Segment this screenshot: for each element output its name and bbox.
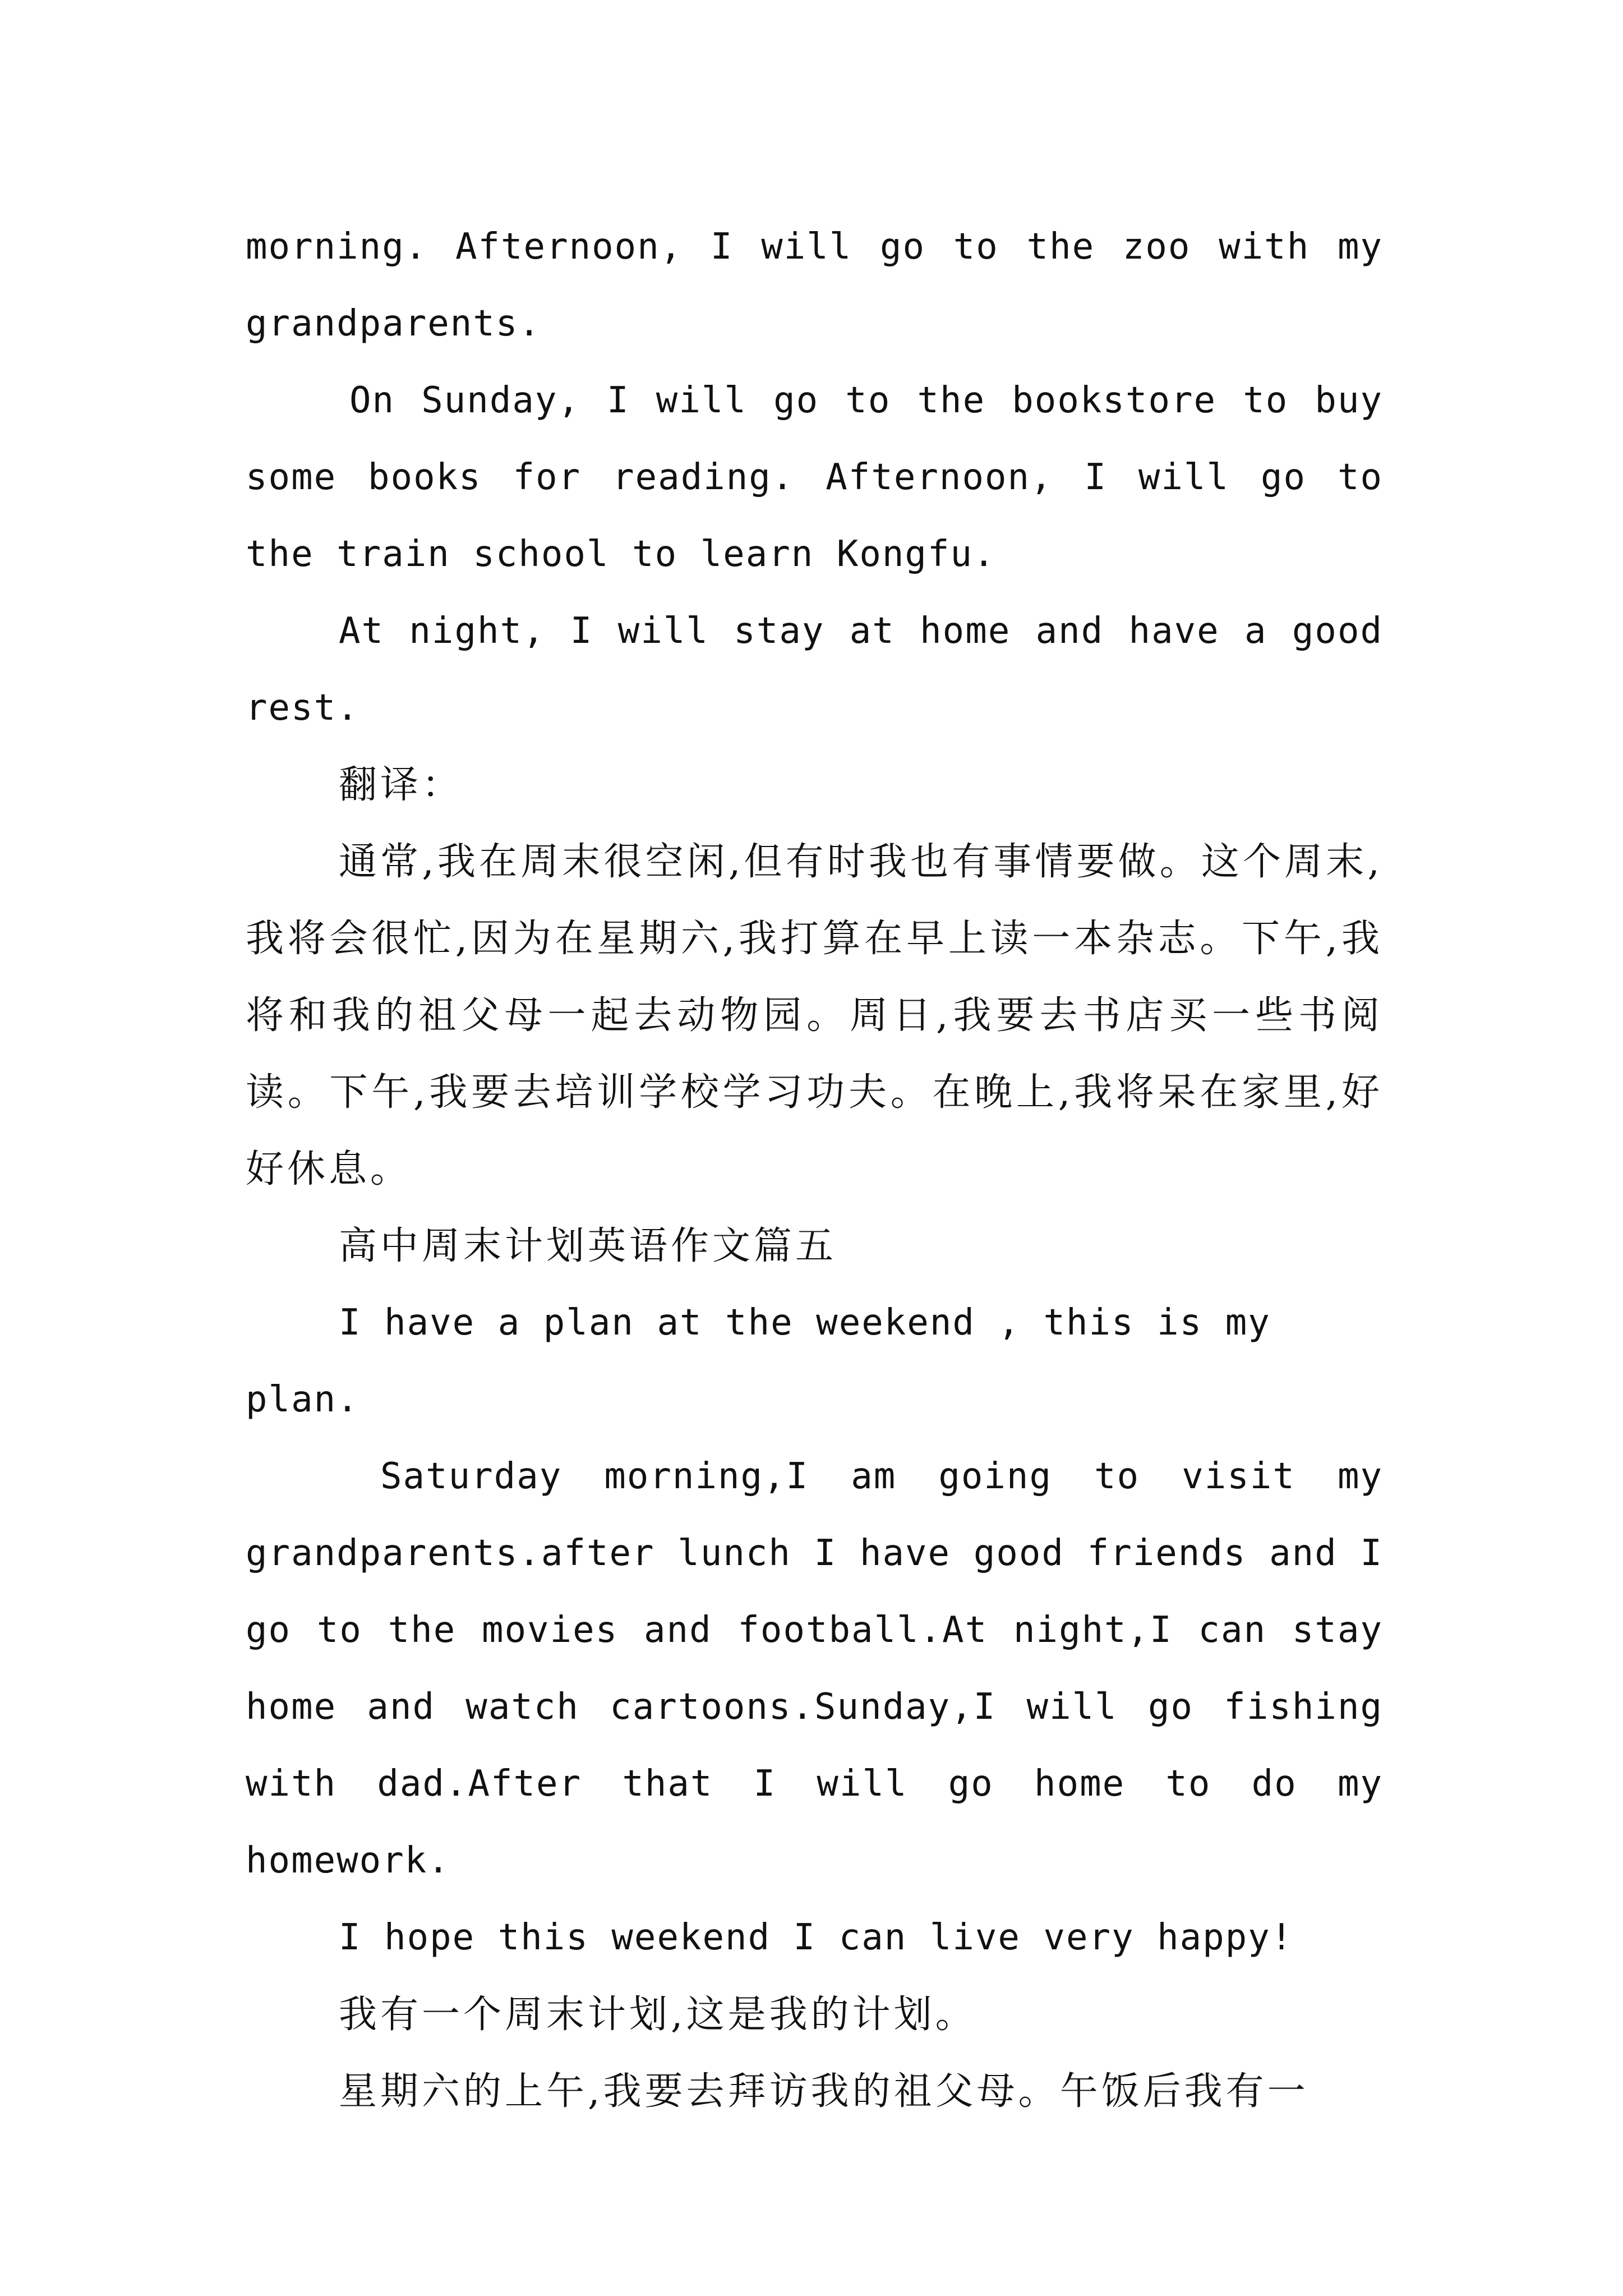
paragraph-translation: 通常,我在周末很空闲,但有时我也有事情要做。这个周末,我将会很忙,因为在星期六,我打算在早上读一本杂志。下午,我将和我的祖父母一起去动物园。周日,我要去书店买一些书阅读。下午,我要去培训学校学习功夫。在晚上,我将呆在家里,好好休息。 [246, 840, 1383, 1191]
translation-heading: 翻译： [339, 763, 464, 807]
section-heading: 高中周末计划英语作文篇五 [339, 1224, 837, 1268]
paragraph-hope: I hope this weekend I can live very happy! [339, 1917, 1294, 1958]
document-body [246, 209, 1383, 2130]
paragraph-plan-cn: 我有一个周末计划,这是我的计划。 [339, 1993, 977, 2037]
paragraph-saturday: Saturday morning,I am going to visit my grandparents.after lunch I have good friends and I go to the movies and football.At night,I can stay home and watch cartoons.Sunday,I will go fishing with dad.After that I will go home to do my homework. [246, 1456, 1383, 1881]
paragraph-saturday-cn: 星期六的上午,我要去拜访我的祖父母。午饭后我有一 [339, 2069, 1309, 2114]
paragraph-zoo: morning. Afternoon, I will go to the zoo with my grandparents. [246, 226, 1383, 344]
paragraph-plan-intro: I have a plan at the weekend , this is my plan. [246, 1302, 1271, 1420]
paragraph-night: At night, I will stay at home and have a good rest. [246, 610, 1383, 729]
paragraph-sunday: On Sunday, I will go to the bookstore to buy some books for reading. Afternoon, I will go to the train school to learn Kongfu. [246, 380, 1383, 575]
